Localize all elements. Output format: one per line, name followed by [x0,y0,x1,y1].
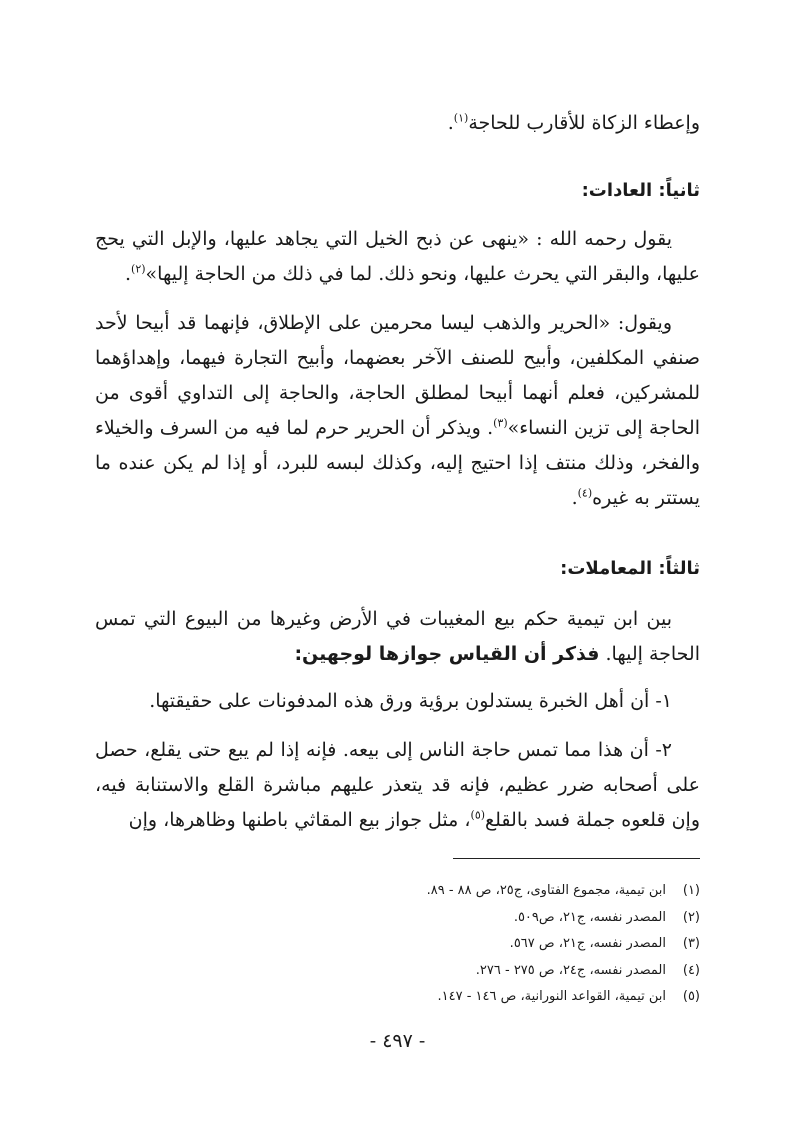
paragraph-hidden-goods: بين ابن تيمية حكم بيع المغيبات في الأرض وغيرها من البيوع التي تمس الحاجة إليها. فذكر أن القياس جوازها لوجهين: [95,608,700,665]
list-item-1: ١- أن أهل الخبرة يستدلون برؤية ورق هذه المدفونات على حقيقتها. [149,690,672,712]
footnote-item: (٤) المصدر نفسه، ج٢٤، ص ٢٧٥ - ٢٧٦. [475,962,700,978]
paragraph-silk-gold: ويقول: «الحرير والذهب ليسا محرمين على الإطلاق، فإنهما قد أبيحا لأحد صنفي المكلفين، وأبيح للصنف الآخر بعضهما، وأبيح التجارة فيهما، وإهداؤهما للمشركين، فعلم أنهما أبيحا لمطلق الحاجة، والحاجة إلى التداوي أقوى من الحاجة إلى تزين النساء»$^{(٣)}$. ويذكر أن الحرير حرم لما فيه من السرف والخيلاء والفخر، وذلك منتف إذا احتيج إليه، وكذلك لبسه للبرد، أو إذا لم يكن عنده ما يستتر به غيره$^{(٤)}$. [95,312,700,509]
footnotes-list [95,878,700,1011]
footnote-ref-2[interactable]: (٢) [131,262,146,276]
list-item-2: ٢- أن هذا مما تمس حاجة الناس إلى بيعه. فإنه إذا لم يبع حتى يقلع، حصل على أصحابه ضرر عظيم، فإنه قد يتعذر عليهم مباشرة القلع والاستنابة فيه، وإن قلعوه جملة فسد بالقلع$^{(٥)}$، مثل جواز بيع المقاثي باطنها وظاهرها، وإن [95,739,700,831]
section-heading-transactions: ثالثاً: المعاملات: [560,558,700,579]
bold-statement: فذكر أن القياس جوازها لوجهين: [294,643,600,665]
footnote-ref-3[interactable]: (٣) [493,416,508,430]
footnote-item: (٢) المصدر نفسه، ج٢١، ص٥٠٩. [513,909,700,925]
footnote-divider [453,858,700,859]
section-heading-customs: ثانياً: العادات: [581,180,700,201]
page-number: - ٤٩٧ - [369,1030,426,1052]
footnote-ref-4[interactable]: (٤) [577,486,593,500]
footnote-item: (١) ابن تيمية، مجموع الفتاوى، ج٢٥، ص ٨٨ - ٨٩. [426,883,700,898]
footnote-item: (٥) ابن تيمية، القواعد النورانية، ص ١٤٦ - ١٤٧. [437,989,700,1004]
paragraph-zakat: وإعطاء الزكاة للأقارب للحاجة$^{(١)}$. [447,111,700,134]
footnote-ref-1[interactable]: (١) [453,111,469,125]
footnote-item: (٣) المصدر نفسه، ج٢١، ص ٥٦٧. [509,936,700,951]
footnote-ref-5[interactable]: (٥) [470,808,486,822]
paragraph-horses: يقول رحمه الله : «ينهى عن ذبح الخيل التي يجاهد عليها، والإبل التي يحج عليها، والبقر التي يحرث عليها، ونحو ذلك. لما في ذلك من الحاجة إليها»$^{(٢)}$. [95,228,700,285]
